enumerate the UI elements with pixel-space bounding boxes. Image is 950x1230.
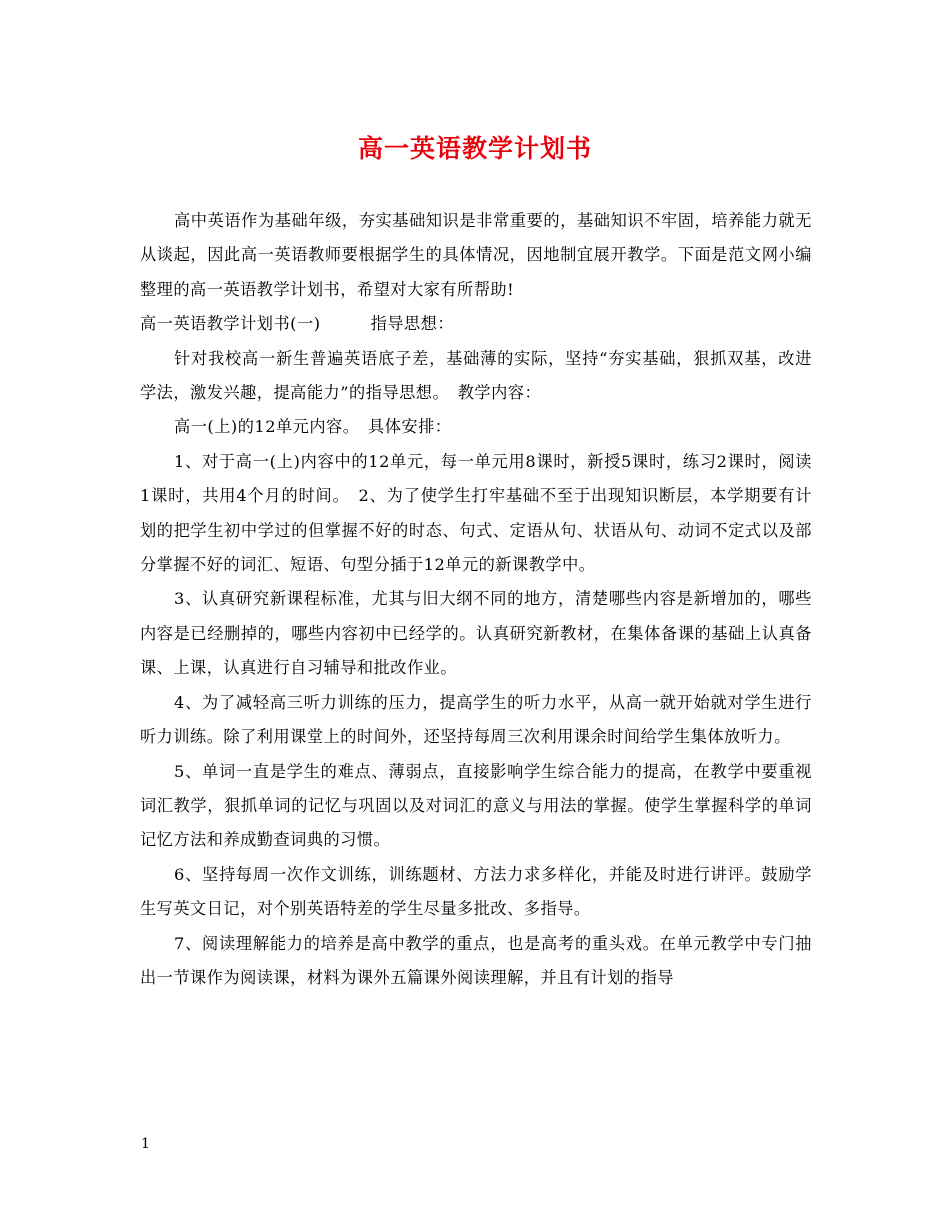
page-title: 高一英语教学计划书 xyxy=(357,134,592,163)
teaching-content-paragraph: 高一(上)的12单元内容。 具体安排： xyxy=(174,417,452,437)
plan-item-5: 5、单词一直是学生的难点、薄弱点，直接影响学生综合能力的提高，在教学中要重视词汇教学，狠抓单词的记忆与巩固以及对词汇的意义与用法的掌握。使学生掌握科学的单词记忆方法和养成勤查词典的习惯。 xyxy=(140,761,812,850)
plan-item-4: 4、为了减轻高三听力训练的压力，提高学生的听力水平，从高一就开始就对学生进行听力训练。除了利用课堂上的时间外，还坚持每周三次利用课余时间给学生集体放听力。 xyxy=(140,692,812,747)
plan-item-6: 6、坚持每周一次作文训练，训练题材、方法力求多样化，并能及时进行讲评。鼓励学生写英文日记，对个别英语特差的学生尽量多批改、多指导。 xyxy=(140,864,812,919)
plan-item-1-2: 1、对于高一(上)内容中的12单元，每一单元用8课时，新授5课时，练习2课时，阅读1课时，共用4个月的时间。 2、为了使学生打牢基础不至于出现知识断层，本学期要有计划的把学生初中学过的但掌握不好的时态、句式、定语从句、状语从句、动词不定式以及部分掌握不好的词汇、短语、句型分插于12单元的新课教学中。 xyxy=(140,451,812,575)
plan-item-7: 7、阅读理解能力的培养是高中教学的重点，也是高考的重头戏。在单元教学中专门抽出一节课作为阅读课，材料为课外五篇课外阅读理解，并且有计划的指导 xyxy=(140,933,812,987)
intro-paragraph: 高中英语作为基础年级，夯实基础知识是非常重要的，基础知识不牢固，培养能力就无从谈起，因此高一英语教师要根据学生的具体情况，因地制宜展开教学。下面是范文网小编整理的高一英语教学计划书，希望对大家有所帮助! xyxy=(140,211,812,299)
guiding-ideology-paragraph: 针对我校高一新生普遍英语底子差，基础薄的实际，坚持“夯实基础，狠抓双基，改进学法，激发兴趣，提高能力”的指导思想。 教学内容： xyxy=(140,348,812,403)
section-heading: 高一英语教学计划书(一) 指导思想： xyxy=(140,314,455,334)
page-number: 1 xyxy=(141,1136,150,1152)
document-body xyxy=(140,204,812,995)
plan-item-3: 3、认真研究新课程标准，尤其与旧大纲不同的地方，清楚哪些内容是新增加的，哪些内容是已经删掉的，哪些内容初中已经学的。认真研究新教材，在集体备课的基础上认真备课、上课，认真进行自习辅导和批改作业。 xyxy=(140,589,812,678)
